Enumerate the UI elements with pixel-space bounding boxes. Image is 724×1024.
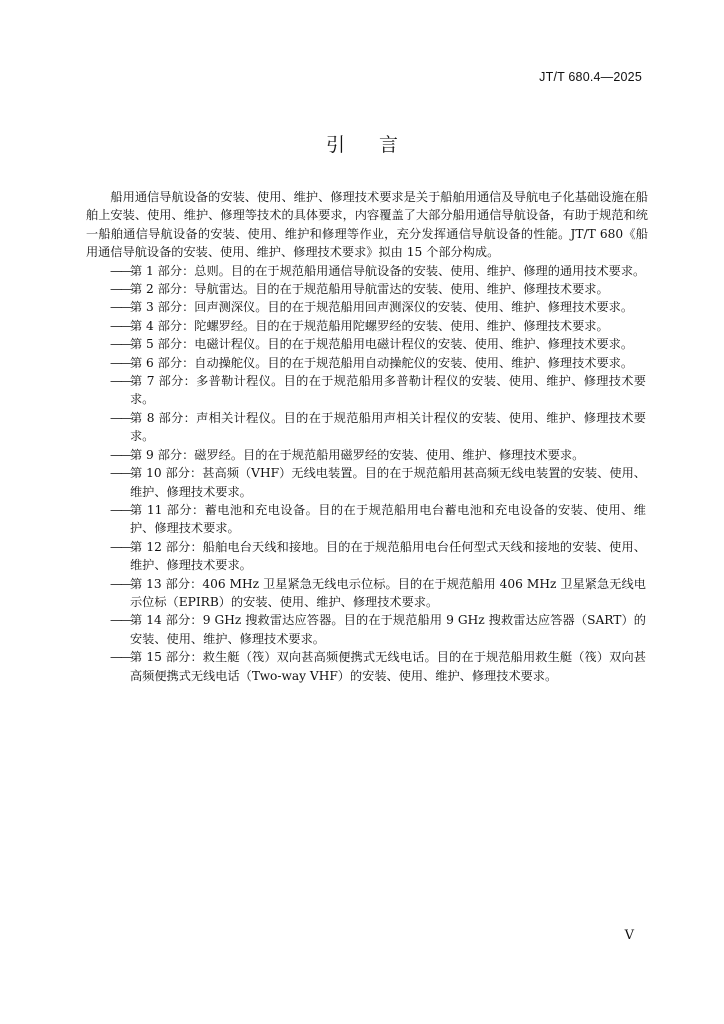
title-char: 言 <box>379 134 399 156</box>
list-dash: —— <box>110 263 131 278</box>
list-item-text: 第 6 部分：自动操舵仪。目的在于规范船用自动操舵仪的安装、使用、维护、修理技术要求。 <box>130 355 634 370</box>
title-char: 引 <box>325 134 345 156</box>
list-item-text: 第 15 部分：救生艇（筏）双向甚高频便携式无线电话。目的在于规范船用救生艇（筏）双向甚高频便携式无线电话（Two-way VHF）的安装、使用、维护、修理技术要求。 <box>130 650 646 683</box>
list-item <box>86 538 648 575</box>
list-item <box>86 446 648 464</box>
list-item-text: 第 4 部分：陀螺罗经。目的在于规范船用陀螺罗经的安装、使用、维护、修理技术要求。 <box>130 318 609 333</box>
document-body <box>86 188 648 685</box>
list-dash: —— <box>110 374 131 389</box>
list-item <box>86 409 648 446</box>
list-item <box>86 298 648 316</box>
page-number: V <box>624 928 634 943</box>
list-dash: —— <box>110 466 131 481</box>
list-dash: —— <box>110 300 131 315</box>
standard-code: JT/T 680.4—2025 <box>539 70 642 84</box>
list-dash: —— <box>110 318 131 333</box>
list-item <box>86 372 648 409</box>
list-item-text: 第 10 部分：甚高频（VHF）无线电装置。目的在于规范船用甚高频无线电装置的安装、使用、维护、修理技术要求。 <box>130 466 646 499</box>
list-dash: —— <box>110 650 131 665</box>
list-item-text: 第 8 部分：声相关计程仪。目的在于规范船用声相关计程仪的安装、使用、维护、修理技术要求。 <box>130 410 646 444</box>
parts-list <box>86 262 648 685</box>
list-item-text: 第 3 部分：回声测深仪。目的在于规范船用回声测深仪的安装、使用、维护、修理技术要求。 <box>130 300 634 315</box>
list-item <box>86 648 648 685</box>
list-item <box>86 611 648 648</box>
list-dash: —— <box>110 410 131 425</box>
intro-paragraph: 船用通信导航设备的安装、使用、维护、修理技术要求是关于船舶用通信及导航电子化基础设施在船舶上安装、使用、维护、修理等技术的具体要求，内容覆盖了大部分船用通信导航设备，有助于规范和统一船舶通信导航设备的安装、使用、维护和修理等作业，充分发挥通信导航设备的性能。JT/T 680《船用通信导航设备的安装、使用、维护、修理技术要求》拟由 15 个部分构成。 <box>86 190 648 260</box>
list-item <box>86 335 648 353</box>
list-item <box>86 262 648 280</box>
list-item <box>86 575 648 612</box>
list-item-text: 第 7 部分：多普勒计程仪。目的在于规范船用多普勒计程仪的安装、使用、维护、修理技术要求。 <box>130 374 646 407</box>
list-dash: —— <box>110 337 131 352</box>
list-item <box>86 464 648 501</box>
list-item-text: 第 12 部分：船舶电台天线和接地。目的在于规范船用电台任何型式天线和接地的安装、使用、维护、修理技术要求。 <box>130 539 646 573</box>
list-item <box>86 354 648 372</box>
list-item <box>86 280 648 298</box>
list-item-text: 第 1 部分：总则。目的在于规范船用通信导航设备的安装、使用、维护、修理的通用技术要求。 <box>130 263 646 278</box>
list-dash: —— <box>110 502 131 517</box>
list-item-text: 第 5 部分：电磁计程仪。目的在于规范船用电磁计程仪的安装、使用、维护、修理技术要求。 <box>130 337 634 352</box>
list-dash: —— <box>110 447 131 462</box>
list-dash: —— <box>110 613 131 628</box>
list-item-text: 第 13 部分：406 MHz 卫星紧急无线电示位标。目的在于规范船用 406 MHz 卫星紧急无线电示位标（EPIRB）的安装、使用、维护、修理技术要求。 <box>130 576 646 609</box>
list-item <box>86 501 648 538</box>
list-dash: —— <box>110 355 131 370</box>
list-item-text: 第 2 部分：导航雷达。目的在于规范船用导航雷达的安装、使用、维护、修理技术要求。 <box>130 282 609 297</box>
list-item-text: 第 11 部分：蓄电池和充电设备。目的在于规范船用电台蓄电池和充电设备的安装、使用、维护、修理技术要求。 <box>130 502 646 536</box>
list-item <box>86 317 648 335</box>
list-item-text: 第 9 部分：磁罗经。目的在于规范船用磁罗经的安装、使用、维护、修理技术要求。 <box>130 447 585 462</box>
page-title <box>0 130 724 157</box>
list-dash: —— <box>110 576 131 591</box>
list-dash: —— <box>110 282 131 297</box>
list-item-text: 第 14 部分：9 GHz 搜救雷达应答器。目的在于规范船用 9 GHz 搜救雷达应答器（SART）的安装、使用、维护、修理技术要求。 <box>130 613 646 646</box>
list-dash: —— <box>110 539 131 554</box>
